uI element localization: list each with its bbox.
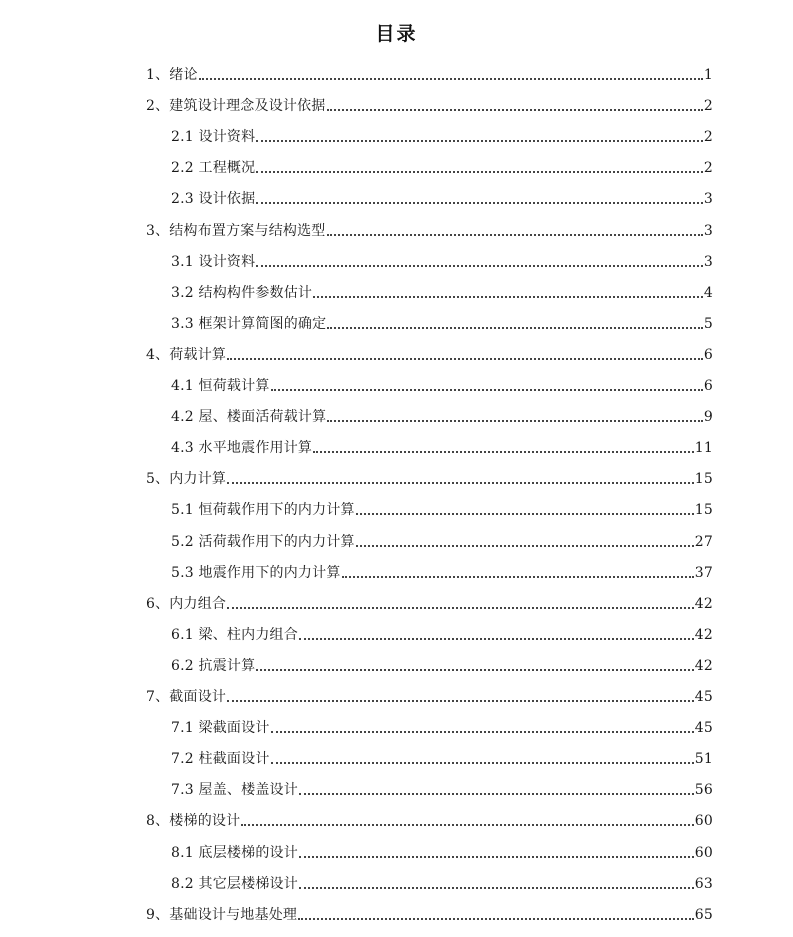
dot-leader bbox=[199, 78, 703, 80]
toc-entry-page-number: 51 bbox=[694, 751, 713, 768]
dot-leader bbox=[313, 296, 703, 298]
toc-entry-title: 5、内力计算 bbox=[146, 471, 227, 488]
toc-entry-title: 6.1 梁、柱内力组合 bbox=[171, 626, 298, 643]
toc-entry-title: 8、楼梯的设计 bbox=[146, 813, 241, 830]
toc-entry-title: 9、基础设计与地基处理 bbox=[146, 906, 298, 923]
toc-entry[interactable] bbox=[171, 119, 713, 147]
toc-entry-page-number: 42 bbox=[694, 626, 713, 643]
toc-entry-page-number: 63 bbox=[694, 875, 713, 892]
dot-leader bbox=[299, 793, 694, 795]
toc-entry-page-number: 56 bbox=[694, 782, 713, 799]
toc-entry[interactable] bbox=[171, 772, 713, 800]
toc-entry[interactable] bbox=[146, 679, 713, 707]
toc-entry[interactable] bbox=[171, 555, 713, 583]
toc-entry-page-number: 3 bbox=[703, 191, 713, 208]
toc-entry-title: 6、内力组合 bbox=[146, 595, 227, 612]
dot-leader bbox=[227, 700, 694, 702]
toc-entry-page-number: 6 bbox=[703, 346, 713, 363]
toc-entry[interactable] bbox=[171, 430, 713, 458]
toc-entry[interactable] bbox=[146, 897, 713, 925]
dot-leader bbox=[342, 576, 694, 578]
dot-leader bbox=[299, 887, 694, 889]
toc-entry-title: 3、结构布置方案与结构选型 bbox=[146, 222, 326, 239]
toc-entry[interactable] bbox=[146, 803, 713, 831]
dot-leader bbox=[256, 669, 693, 671]
dot-leader bbox=[313, 451, 694, 453]
toc-entry-page-number: 42 bbox=[694, 657, 713, 674]
toc-entry[interactable] bbox=[146, 461, 713, 489]
toc-entry-page-number: 65 bbox=[694, 906, 713, 923]
dot-leader bbox=[271, 762, 694, 764]
toc-entry-page-number: 37 bbox=[694, 564, 713, 581]
toc-entry-title: 5.1 恒荷载作用下的内力计算 bbox=[171, 502, 355, 519]
toc-entry-title: 6.2 抗震计算 bbox=[171, 657, 256, 674]
toc-entry-title: 2.3 设计依据 bbox=[171, 191, 256, 208]
toc-entry[interactable] bbox=[171, 617, 713, 645]
dot-leader bbox=[298, 918, 694, 920]
toc-entry-page-number: 2 bbox=[703, 160, 713, 177]
toc-entry-page-number: 15 bbox=[694, 471, 713, 488]
toc-entry-page-number: 27 bbox=[694, 533, 713, 550]
toc-entry-title: 7.1 梁截面设计 bbox=[171, 720, 270, 737]
toc-entry[interactable] bbox=[171, 866, 713, 894]
toc-entry-page-number: 42 bbox=[694, 595, 713, 612]
dot-leader bbox=[299, 638, 694, 640]
dot-leader bbox=[299, 856, 694, 858]
toc-entry[interactable] bbox=[171, 306, 713, 334]
toc-entry-page-number: 15 bbox=[694, 502, 713, 519]
toc-entry-page-number: 4 bbox=[703, 284, 713, 301]
toc-entry[interactable] bbox=[171, 648, 713, 676]
toc-entry-page-number: 6 bbox=[703, 378, 713, 394]
toc-entry-page-number: 45 bbox=[694, 689, 713, 705]
dot-leader bbox=[256, 140, 703, 142]
toc-entry-title: 2、建筑设计理念及设计依据 bbox=[146, 98, 326, 115]
toc-entry-page-number: 5 bbox=[703, 315, 713, 332]
toc-entry-page-number: 11 bbox=[694, 440, 713, 457]
dot-leader bbox=[227, 482, 694, 484]
toc-entry[interactable] bbox=[171, 492, 713, 520]
toc-entry[interactable] bbox=[171, 524, 713, 552]
toc-entry-page-number: 1 bbox=[703, 67, 713, 83]
toc-entry[interactable] bbox=[171, 399, 713, 427]
page-title: 目录 bbox=[375, 23, 418, 45]
toc-entry[interactable] bbox=[171, 741, 713, 769]
toc-entry-title: 3.1 设计资料 bbox=[171, 253, 256, 270]
toc-entry-page-number: 60 bbox=[694, 844, 713, 861]
toc-entry-title: 8.1 底层楼梯的设计 bbox=[171, 844, 298, 861]
toc-entry-page-number: 2 bbox=[703, 98, 713, 115]
toc-entry[interactable] bbox=[171, 181, 713, 209]
toc-entry-title: 2.1 设计资料 bbox=[171, 129, 256, 146]
toc-entry-title: 4.2 屋、楼面活荷载计算 bbox=[171, 409, 327, 426]
toc-entry[interactable] bbox=[146, 57, 713, 85]
toc-entry-title: 8.2 其它层楼梯设计 bbox=[171, 875, 298, 892]
toc-entry-page-number: 3 bbox=[703, 253, 713, 270]
toc-entry-page-number: 2 bbox=[703, 129, 713, 146]
toc-entry-title: 7、截面设计 bbox=[146, 689, 227, 705]
toc-entry[interactable] bbox=[146, 213, 713, 241]
dot-leader bbox=[227, 358, 703, 360]
toc-entry[interactable] bbox=[171, 368, 713, 396]
toc-entry-title: 1、绪论 bbox=[146, 67, 198, 83]
dot-leader bbox=[356, 513, 694, 515]
toc-entry-title: 5.3 地震作用下的内力计算 bbox=[171, 564, 341, 581]
toc-entry[interactable] bbox=[171, 835, 713, 863]
dot-leader bbox=[327, 234, 703, 236]
toc-entry[interactable] bbox=[146, 586, 713, 614]
dot-leader bbox=[241, 824, 693, 826]
toc-entry[interactable] bbox=[146, 88, 713, 116]
toc-entry[interactable] bbox=[171, 150, 713, 178]
dot-leader bbox=[356, 545, 694, 547]
toc-entry-title: 2.2 工程概况 bbox=[171, 160, 256, 177]
dot-leader bbox=[256, 202, 703, 204]
toc-entry-title: 5.2 活荷载作用下的内力计算 bbox=[171, 533, 355, 550]
toc-entry-title: 3.2 结构构件参数估计 bbox=[171, 284, 313, 301]
toc-entry[interactable] bbox=[171, 275, 713, 303]
dot-leader bbox=[271, 389, 703, 391]
toc-entry-title: 7.2 柱截面设计 bbox=[171, 751, 270, 768]
toc-entry-title: 4.1 恒荷载计算 bbox=[171, 378, 270, 394]
dot-leader bbox=[256, 171, 703, 173]
dot-leader bbox=[327, 109, 703, 111]
toc-entry-title: 3.3 框架计算简图的确定 bbox=[171, 315, 327, 332]
dot-leader bbox=[227, 607, 694, 609]
toc-entry[interactable] bbox=[171, 244, 713, 272]
toc-entry-page-number: 9 bbox=[703, 409, 713, 426]
toc-entry-title: 7.3 屋盖、楼盖设计 bbox=[171, 782, 298, 799]
dot-leader bbox=[256, 265, 703, 267]
toc-entry-page-number: 60 bbox=[694, 813, 713, 830]
toc-entry[interactable] bbox=[146, 337, 713, 365]
dot-leader bbox=[327, 420, 703, 422]
toc-entry-page-number: 3 bbox=[703, 222, 713, 239]
toc-entry[interactable] bbox=[171, 710, 713, 738]
toc-entry-title: 4.3 水平地震作用计算 bbox=[171, 440, 313, 457]
toc-entry-title: 4、荷载计算 bbox=[146, 346, 227, 363]
dot-leader bbox=[327, 327, 703, 329]
toc-entry-page-number: 45 bbox=[694, 720, 713, 737]
dot-leader bbox=[271, 731, 694, 733]
